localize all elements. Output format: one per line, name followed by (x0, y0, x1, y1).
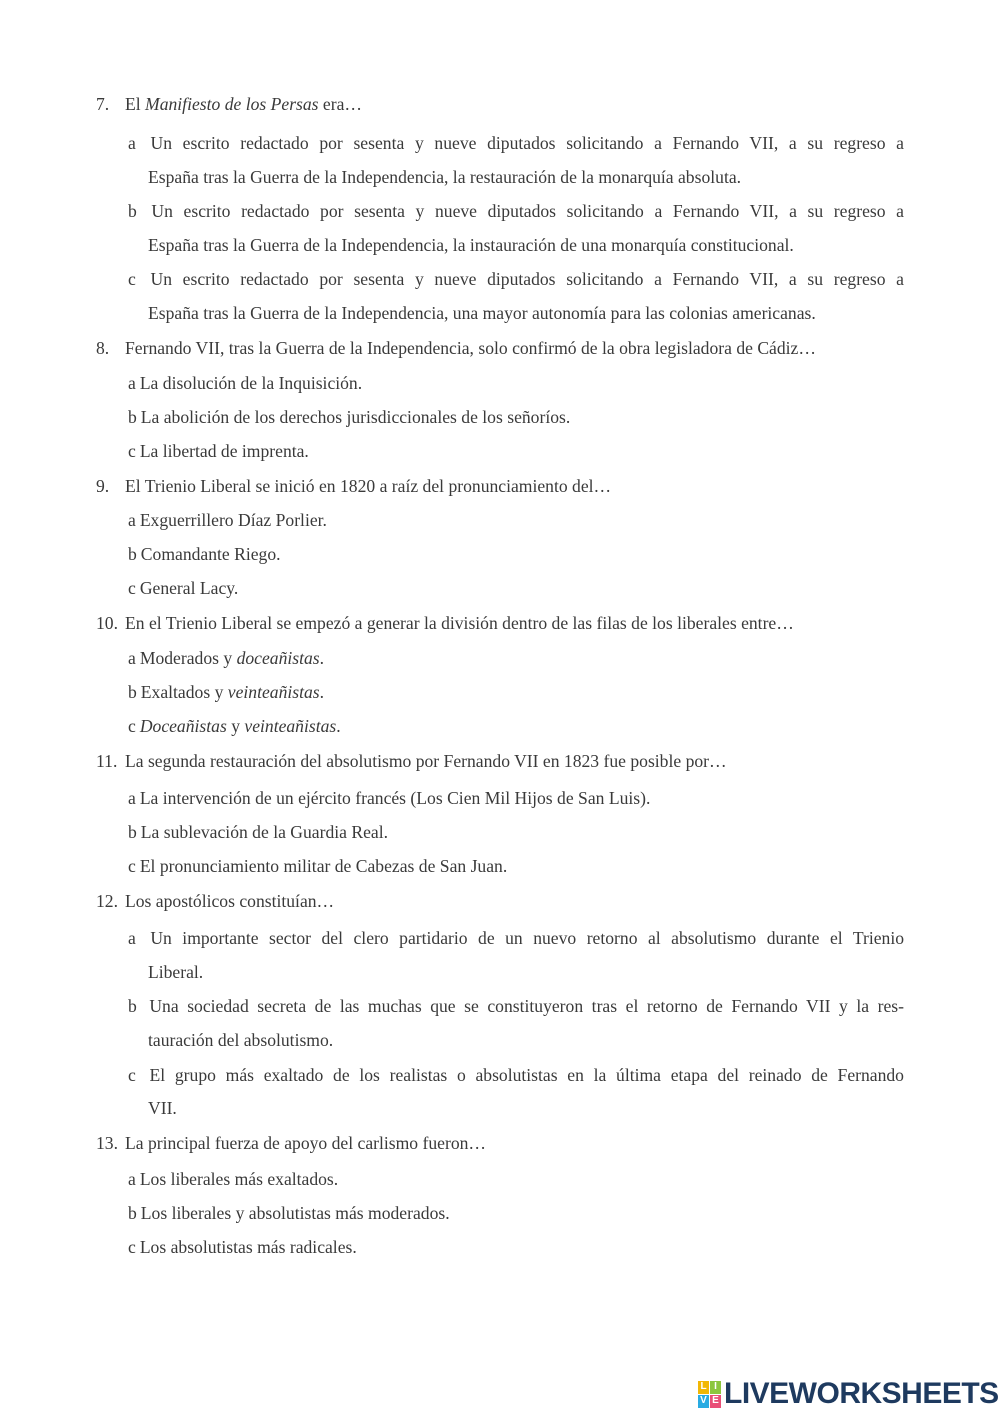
question-prompt: La segunda restauración del absolutismo por Fernando VII en 1823 fue posible por… (125, 751, 727, 771)
option-9a[interactable] (128, 510, 904, 531)
option-12a-continuation: Liberal. (148, 962, 204, 982)
logo-letter: L (698, 1381, 709, 1394)
option-11c[interactable] (128, 856, 904, 877)
question-7 (96, 94, 906, 115)
question-8 (96, 338, 906, 359)
question-12 (96, 891, 906, 912)
option-9c[interactable] (128, 578, 904, 599)
option-text: La intervención de un ejército francés (Los Cien Mil Hijos de San Luis). (139, 788, 651, 808)
logo-letter: I (710, 1381, 721, 1394)
logo-text: LIVEWORKSHEETS (724, 1377, 999, 1410)
option-10c[interactable] (128, 716, 904, 737)
option-text: Un escrito redactado por sesenta y nueve diputados solicitando a Fernando VII, a su regreso a (150, 133, 904, 153)
option-text: Un escrito redactado por sesenta y nueve diputados solicitando a Fernando VII, a su regreso a (151, 201, 904, 221)
option-text: Un importante sector del clero partidario de un nuevo retorno al absolutismo durante el Trienio (150, 928, 905, 948)
option-letter: b (128, 407, 137, 427)
option-text: Los liberales y absolutistas más moderados. (140, 1203, 450, 1223)
option-letter: a (128, 373, 136, 393)
option-11a[interactable] (128, 788, 904, 809)
option-text: Una sociedad secreta de las muchas que se constituyeron tras el retorno de Fernando VII y la res- (149, 996, 904, 1016)
question-prompt: Los apostólicos constituían… (125, 891, 335, 911)
question-prompt-pre: El (125, 94, 146, 114)
question-number: 11. (96, 751, 118, 771)
logo-letter: V (698, 1395, 709, 1408)
option-12b[interactable] (128, 996, 904, 1017)
question-10 (96, 613, 906, 634)
option-letter: b (128, 822, 137, 842)
option-text: Comandante Riego. (140, 544, 281, 564)
option-13c[interactable] (128, 1237, 904, 1258)
option-letter: c (128, 1237, 136, 1257)
option-letter: b (128, 201, 137, 221)
option-text-emphasis: doceañistas (236, 648, 320, 668)
option-7c[interactable] (128, 269, 904, 290)
option-12b-continuation: tauración del absolutismo. (148, 1030, 334, 1050)
option-text-pre: Exaltados y (140, 682, 228, 702)
question-prompt-emphasis: Manifiesto de los Persas (145, 94, 319, 114)
option-13a[interactable] (128, 1169, 904, 1190)
option-7a-continuation: España tras la Guerra de la Independencia, la restauración de la monarquía absoluta. (148, 167, 742, 187)
question-number: 7. (96, 94, 110, 114)
option-8c[interactable] (128, 441, 904, 462)
option-letter: c (128, 1065, 136, 1085)
question-number: 12. (96, 891, 118, 911)
option-letter: c (128, 578, 136, 598)
option-letter: b (128, 544, 137, 564)
option-letter: c (128, 716, 136, 736)
question-number: 9. (96, 476, 110, 496)
logo-letter: E (710, 1395, 721, 1408)
option-10b[interactable] (128, 682, 904, 703)
option-text-emphasis: veinteañistas (227, 682, 320, 702)
option-letter: b (128, 1203, 137, 1223)
option-letter: a (128, 648, 136, 668)
option-text-post: . (319, 648, 325, 668)
option-letter: b (128, 996, 137, 1016)
option-letter: a (128, 510, 136, 530)
option-7b[interactable] (128, 201, 904, 222)
question-number: 13. (96, 1133, 118, 1153)
option-text: Exguerrillero Díaz Porlier. (139, 510, 327, 530)
option-8b[interactable] (128, 407, 904, 428)
option-letter: b (128, 682, 137, 702)
option-letter: a (128, 788, 136, 808)
option-text: La disolución de la Inquisición. (139, 373, 363, 393)
question-13 (96, 1133, 906, 1154)
option-letter: a (128, 1169, 136, 1189)
option-letter: c (128, 269, 136, 289)
question-prompt-post: era… (318, 94, 363, 114)
option-text-emphasis: veinteañistas (244, 716, 337, 736)
option-text-post: . (319, 682, 325, 702)
question-number: 10. (96, 613, 118, 633)
logo-mark-icon (698, 1381, 721, 1408)
option-7a[interactable] (128, 133, 904, 154)
question-prompt: En el Trienio Liberal se empezó a generar la división dentro de las filas de los liberales entre… (125, 613, 794, 633)
question-prompt: El Trienio Liberal se inició en 1820 a raíz del pronunciamiento del… (125, 476, 612, 496)
option-12c-continuation: VII. (148, 1098, 177, 1118)
question-prompt: Fernando VII, tras la Guerra de la Independencia, solo confirmó de la obra legisladora de Cádiz… (125, 338, 816, 358)
option-text-mid: y (226, 716, 245, 736)
option-letter: c (128, 856, 136, 876)
question-11 (96, 751, 906, 772)
option-letter: c (128, 441, 136, 461)
option-text: La abolición de los derechos jurisdiccionales de los señoríos. (140, 407, 571, 427)
liveworksheets-logo[interactable] (698, 1378, 999, 1410)
option-9b[interactable] (128, 544, 904, 565)
question-prompt: La principal fuerza de apoyo del carlismo fueron… (125, 1133, 487, 1153)
option-text-emphasis: Doceañistas (139, 716, 227, 736)
option-text: La libertad de imprenta. (139, 441, 309, 461)
option-text: La sublevación de la Guardia Real. (140, 822, 388, 842)
option-text-pre: Moderados y (139, 648, 237, 668)
option-text: El pronunciamiento militar de Cabezas de San Juan. (139, 856, 508, 876)
option-letter: a (128, 928, 136, 948)
question-number: 8. (96, 338, 110, 358)
option-text: Los liberales más exaltados. (139, 1169, 339, 1189)
option-7c-continuation: España tras la Guerra de la Independencia, una mayor autonomía para las colonias americanas. (148, 303, 816, 323)
option-letter: a (128, 133, 136, 153)
option-12c[interactable] (128, 1065, 904, 1086)
option-12a[interactable] (128, 928, 904, 949)
option-13b[interactable] (128, 1203, 904, 1224)
option-text: General Lacy. (139, 578, 239, 598)
option-11b[interactable] (128, 822, 904, 843)
option-text: Un escrito redactado por sesenta y nueve diputados solicitando a Fernando VII, a su regreso a (150, 269, 904, 289)
option-text: El grupo más exaltado de los realistas o absolutistas en la última etapa del reinado de Fernando (149, 1065, 904, 1085)
option-text: Los absolutistas más radicales. (139, 1237, 357, 1257)
option-text-post: . (336, 716, 341, 736)
option-10a[interactable] (128, 648, 904, 669)
option-7b-continuation: España tras la Guerra de la Independencia, la instauración de una monarquía constitucional. (148, 235, 794, 255)
question-9 (96, 476, 906, 497)
option-8a[interactable] (128, 373, 904, 394)
